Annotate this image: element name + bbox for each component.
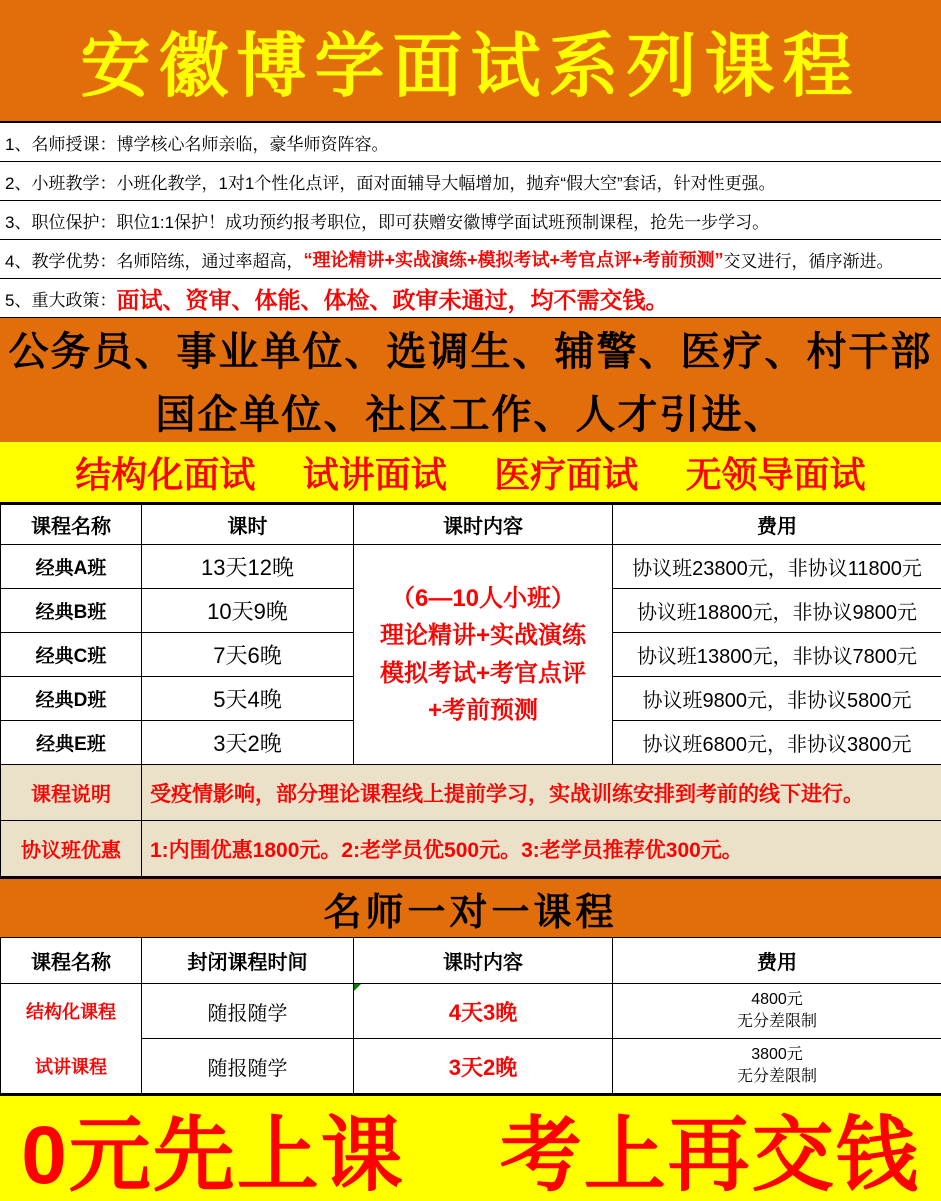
page-title: 安徽博学面试系列课程 <box>80 24 861 107</box>
point-4-tail: 交叉进行，循序渐进。 <box>723 251 894 271</box>
content-line-2: 理论精讲+实战演练 <box>379 622 586 650</box>
col2-header-content: 课时内容 <box>354 938 613 984</box>
feature-point-1 <box>0 123 941 162</box>
class-b-fee: 协议班18800元，非协议9800元 <box>613 589 941 633</box>
point-5-highlight: 面试、资审、体能、体检、政审未通过，均不需交钱。 <box>116 286 669 314</box>
row1-fee <box>613 984 941 1039</box>
note-row-discounts <box>1 821 941 877</box>
feature-point-2 <box>0 162 941 201</box>
class-a-name: 经典A班 <box>1 545 142 589</box>
row2-fee <box>613 1039 941 1094</box>
course-label-lecture: 试讲课程 <box>35 1056 107 1077</box>
row2-fee-amount: 3800元 <box>751 1045 803 1063</box>
point-1-text: 1、名师授课：博学核心名师亲临，豪华师资阵容。 <box>5 134 389 154</box>
point-4-highlight: “理论精讲+实战演练+模拟考试+考官点评+考前预测” <box>303 250 724 270</box>
content-line-1: （6—10人小班） <box>390 585 576 613</box>
class-c-name: 经典C班 <box>1 633 142 677</box>
class-c-fee: 协议班13800元，非协议7800元 <box>613 633 941 677</box>
col2-header-fee: 费用 <box>613 938 941 984</box>
header-banner <box>0 0 941 121</box>
table-row <box>1 984 941 1039</box>
type-lecture: 试讲面试 <box>302 453 447 495</box>
note-text-discounts: 1:内围优惠1800元。2:老学员优500元。3:老学员推荐优300元。 <box>142 821 941 877</box>
class-content-merged-cell <box>354 545 613 765</box>
slogan-part-1: 0元先上课 <box>21 1110 405 1201</box>
row1-fee-note: 无分差限制 <box>736 1013 817 1030</box>
note-text-description: 受疫情影响，部分理论课程线上提前学习，实战训练安排到考前的线下进行。 <box>142 765 941 821</box>
class-e-name: 经典E班 <box>1 721 142 765</box>
note-row-course-description <box>1 765 941 821</box>
point-3-text: 3、职位保护：职位1:1保护！成功预约报考职位，即可获赠安徽博学面试班预制课程，抢先一步学习。 <box>5 212 770 232</box>
point-4-text: 4、教学优势：名师陪练，通过率超高， <box>5 251 304 271</box>
row1-schedule: 随报随学 <box>142 984 354 1039</box>
audience-line-2: 国企单位、社区工作、人才引进、 <box>155 393 786 437</box>
feature-point-4 <box>0 240 941 279</box>
class-d-fee: 协议班9800元，非协议5800元 <box>613 677 941 721</box>
point-2-text: 2、小班教学：小班化教学，1对1个性化点评，面对面辅导大幅增加，抛弃“假大空”套话，针对性更强。 <box>5 173 776 193</box>
feature-point-5 <box>0 279 941 318</box>
class-b-name: 经典B班 <box>1 589 142 633</box>
audience-banner <box>0 318 941 442</box>
col2-header-schedule: 封闭课程时间 <box>142 938 354 984</box>
type-structured: 结构化面试 <box>75 453 256 495</box>
courses-header-row <box>1 505 941 545</box>
col2-header-course-name: 课程名称 <box>1 938 142 984</box>
feature-point-3 <box>0 201 941 240</box>
class-e-fee: 协议班6800元，非协议3800元 <box>613 721 941 765</box>
row2-duration: 3天2晚 <box>354 1039 613 1094</box>
class-d-name: 经典D班 <box>1 677 142 721</box>
comment-marker-icon <box>354 984 361 991</box>
table-row <box>1 1039 941 1094</box>
content-line-4: +考前预测 <box>427 696 538 724</box>
audience-line-1: 公务员、事业单位、选调生、辅警、医疗、村干部 <box>8 330 933 374</box>
feature-points-list <box>0 121 941 318</box>
class-c-hours: 7天6晚 <box>142 633 354 677</box>
one-on-one-banner <box>0 877 941 937</box>
col-header-hours: 课时 <box>142 505 354 545</box>
one-on-one-header-row <box>1 938 941 984</box>
row1-duration <box>354 984 613 1039</box>
class-d-hours: 5天4晚 <box>142 677 354 721</box>
slogan-part-2: 考上再交钱 <box>499 1110 920 1201</box>
col-header-course-name: 课程名称 <box>1 505 142 545</box>
courses-table <box>0 504 941 877</box>
class-b-hours: 10天9晚 <box>142 589 354 633</box>
row2-fee-note: 无分差限制 <box>736 1068 817 1085</box>
one-on-one-table <box>0 937 941 1094</box>
table-row <box>1 545 941 589</box>
type-leaderless: 无领导面试 <box>685 453 866 495</box>
type-medical: 医疗面试 <box>494 453 639 495</box>
slogan-banner <box>0 1094 941 1201</box>
note-label-description: 课程说明 <box>1 765 142 821</box>
interview-types-banner <box>0 442 941 504</box>
class-a-hours: 13天12晚 <box>142 545 354 589</box>
course-labels-merged-cell <box>1 984 142 1094</box>
point-5-text: 5、重大政策： <box>5 290 117 310</box>
row1-fee-amount: 4800元 <box>751 990 803 1008</box>
class-a-fee: 协议班23800元，非协议11800元 <box>613 545 941 589</box>
row1-duration-text: 4天3晚 <box>448 999 518 1025</box>
one-on-one-title: 名师一对一课程 <box>323 891 618 934</box>
col-header-fee: 费用 <box>613 505 941 545</box>
row2-schedule: 随报随学 <box>142 1039 354 1094</box>
col-header-content: 课时内容 <box>354 505 613 545</box>
class-e-hours: 3天2晚 <box>142 721 354 765</box>
note-label-discounts: 协议班优惠 <box>1 821 142 877</box>
course-label-structured: 结构化课程 <box>26 1002 116 1023</box>
content-line-3: 模拟考试+考官点评 <box>379 659 586 687</box>
